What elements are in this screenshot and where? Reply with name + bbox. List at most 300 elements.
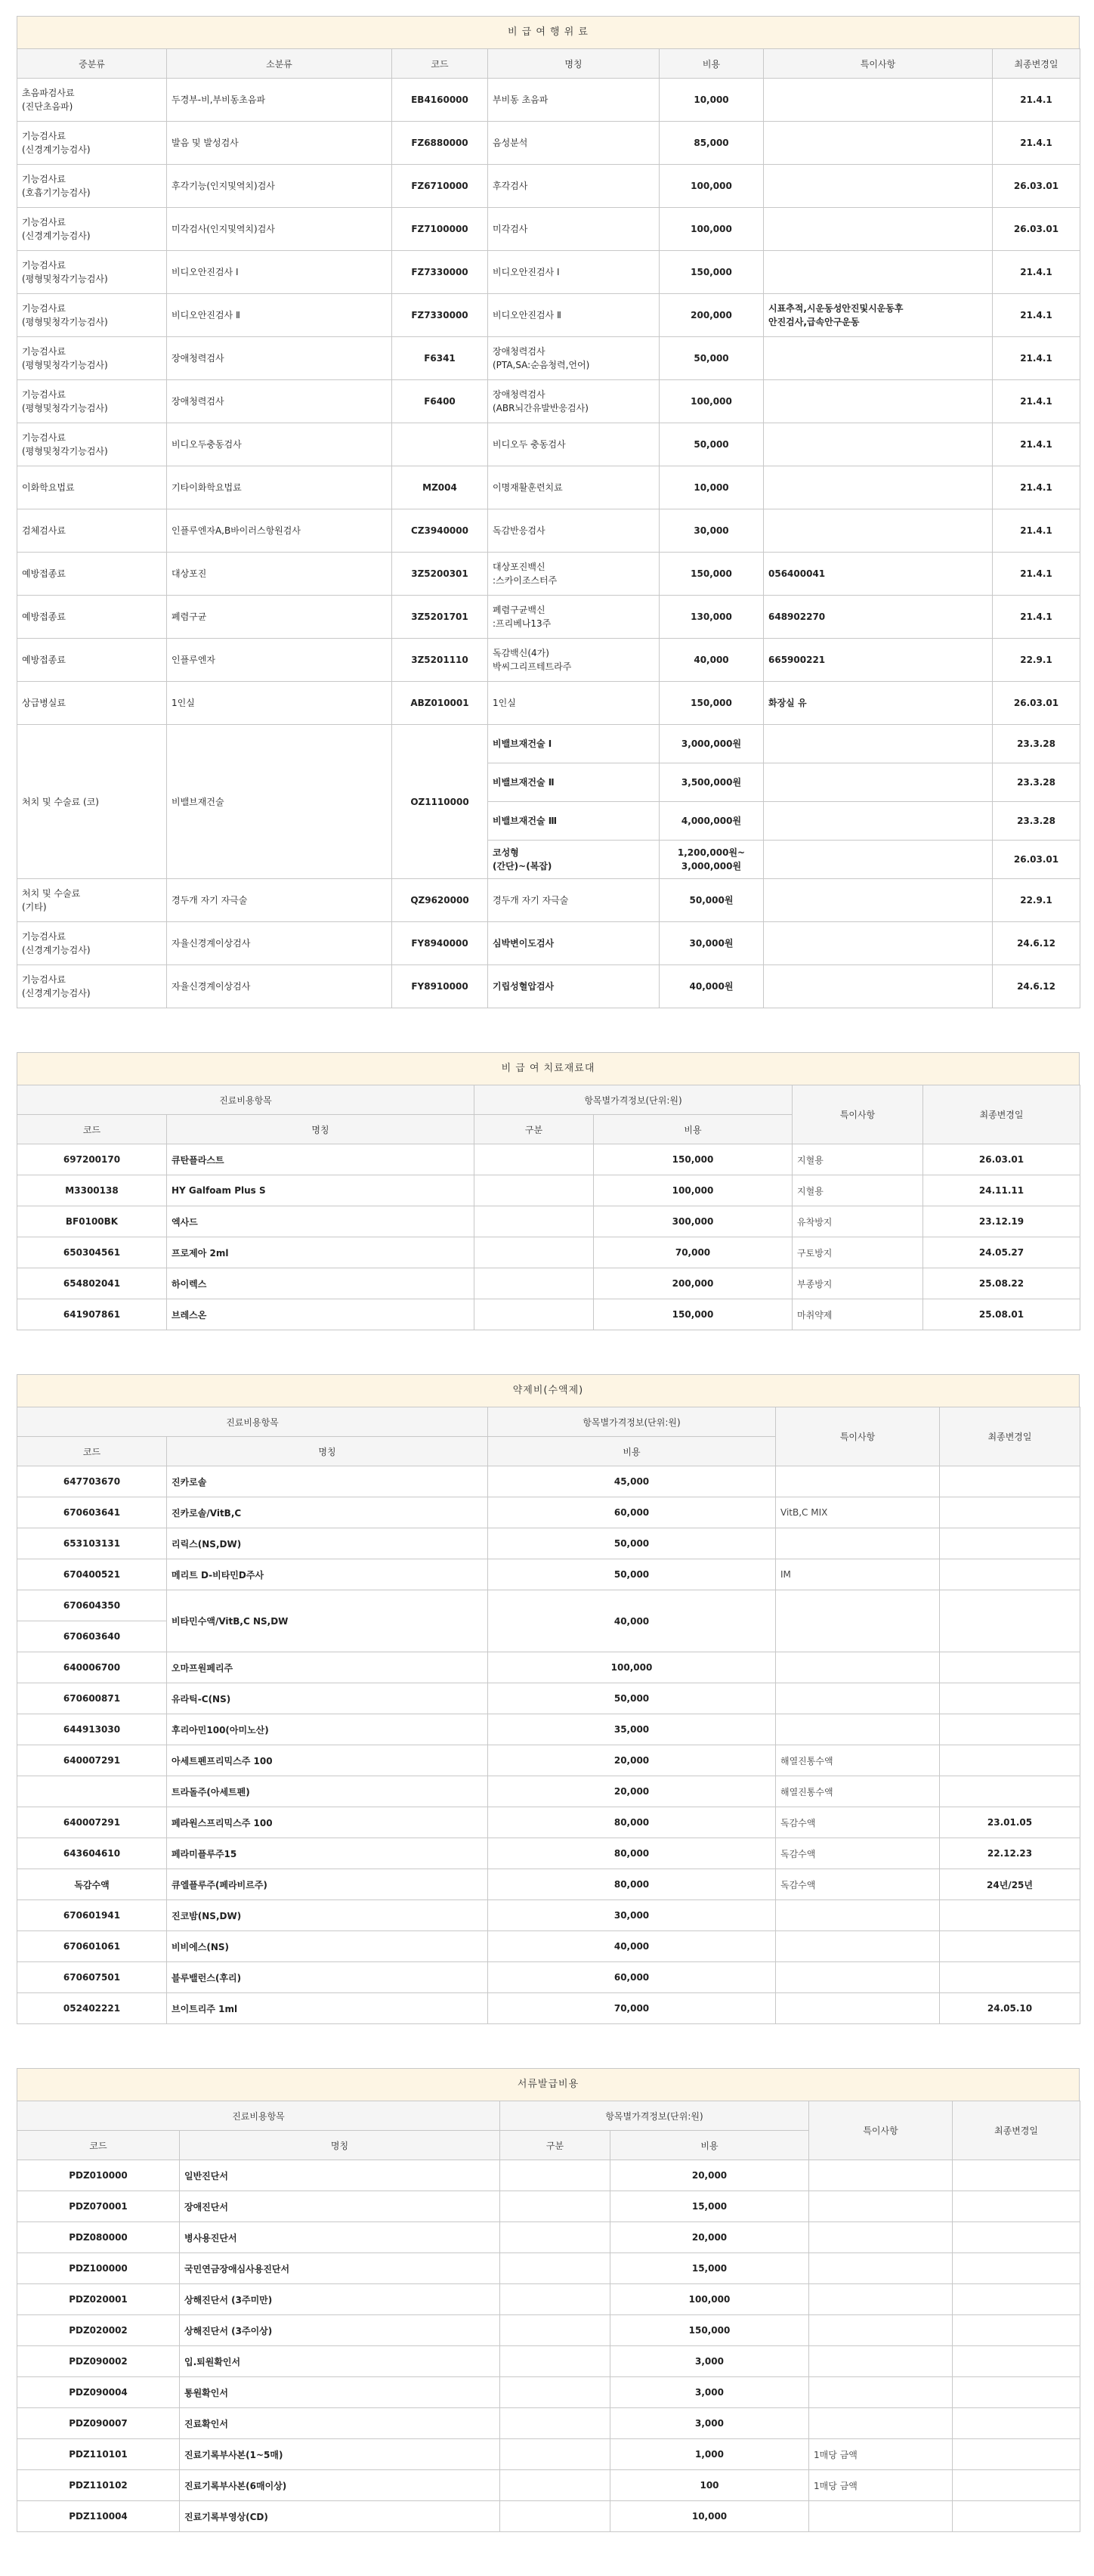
item-name: 통원확인서	[180, 2377, 500, 2408]
item-date: 21.4.1	[993, 337, 1080, 380]
item-kind	[500, 2501, 610, 2532]
item-date	[940, 1745, 1080, 1776]
item-code: PDZ090004	[17, 2377, 180, 2408]
item-note	[764, 725, 993, 763]
header-note: 특이사항	[764, 49, 993, 79]
item-note: 648902270	[764, 596, 993, 639]
item-kind	[500, 2377, 610, 2408]
item-name: 입.퇴원확인서	[180, 2346, 500, 2377]
item-cost: 150,000	[660, 682, 764, 725]
item-date: 21.4.1	[993, 553, 1080, 596]
item-code: CZ3940000	[392, 509, 488, 553]
item-cost: 100,000	[660, 380, 764, 423]
item-note: 지혈용	[793, 1175, 923, 1206]
table-row	[17, 1466, 1080, 1497]
item-name: 큐엘플루주(페라비르주)	[167, 1869, 488, 1900]
item-date: 21.4.1	[993, 380, 1080, 423]
item-code: 654802041	[17, 1268, 167, 1299]
item-code: PDZ110004	[17, 2501, 180, 2532]
table-row	[17, 1652, 1080, 1683]
item-cost: 10,000	[660, 466, 764, 509]
table-row	[17, 1776, 1080, 1807]
item-note	[776, 1683, 940, 1714]
item-name: 이명재활훈련치료	[488, 466, 660, 509]
sub-category: 두경부-비,부비동초음파	[167, 79, 392, 122]
item-code: 3Z5201701	[392, 596, 488, 639]
item-date: 21.4.1	[993, 596, 1080, 639]
item-date	[940, 1776, 1080, 1807]
header-sub-category: 소분류	[167, 49, 392, 79]
item-date: 24.11.11	[923, 1175, 1080, 1206]
mid-category: 기능검사료 (신경계기능검사)	[17, 965, 167, 1008]
table-row	[17, 2284, 1080, 2315]
item-cost: 100,000	[594, 1175, 793, 1206]
item-name: 엑사드	[167, 1206, 474, 1237]
item-code: OZ1110000	[392, 725, 488, 879]
item-note	[776, 1962, 940, 1993]
header-row	[17, 49, 1080, 79]
sub-category: 대상포진	[167, 553, 392, 596]
item-name: 비디오안진검사 Ⅰ	[488, 251, 660, 294]
item-code: PDZ080000	[17, 2222, 180, 2253]
table-row	[17, 1175, 1080, 1206]
item-name: 상해진단서 (3주미만)	[180, 2284, 500, 2315]
item-cost: 100,000	[660, 165, 764, 208]
item-code: 640007291	[17, 1745, 167, 1776]
header-code: 코드	[17, 1115, 167, 1144]
item-code: PDZ010000	[17, 2160, 180, 2191]
item-cost: 35,000	[488, 1714, 776, 1745]
item-cost: 100,000	[610, 2284, 809, 2315]
item-cost: 15,000	[610, 2191, 809, 2222]
item-cost: 80,000	[488, 1869, 776, 1900]
mid-category: 기능검사료 (신경계기능검사)	[17, 208, 167, 251]
item-code: 670603640	[17, 1621, 167, 1652]
item-code: 640006700	[17, 1652, 167, 1683]
table-row	[17, 1931, 1080, 1962]
item-name: 기립성혈압검사	[488, 965, 660, 1008]
table-row	[17, 682, 1080, 725]
header-cost: 비용	[660, 49, 764, 79]
item-cost: 50,000	[488, 1683, 776, 1714]
item-note	[764, 79, 993, 122]
item-cost: 60,000	[488, 1962, 776, 1993]
section-injection-fees	[17, 1374, 1080, 2024]
item-code: ABZ010001	[392, 682, 488, 725]
group-header-price: 항목별가격정보(단위:원)	[474, 1085, 793, 1115]
table-row	[17, 1237, 1080, 1268]
item-cost: 3,000	[610, 2346, 809, 2377]
section-title: 서류발급비용	[17, 2068, 1080, 2101]
section-title: 비 급 여 행 위 료	[17, 16, 1080, 48]
item-name: 미각검사	[488, 208, 660, 251]
item-date: 21.4.1	[993, 509, 1080, 553]
table-row	[17, 1299, 1080, 1330]
item-date	[953, 2501, 1080, 2532]
item-note: 마취약제	[793, 1299, 923, 1330]
item-name: 장애청력검사 (PTA,SA:순음청력,언어)	[488, 337, 660, 380]
item-code: FY8940000	[392, 922, 488, 965]
item-date: 25.08.22	[923, 1268, 1080, 1299]
item-cost: 40,000	[660, 639, 764, 682]
item-code: BF0100BK	[17, 1206, 167, 1237]
mid-category: 기능검사료 (평형및청각기능검사)	[17, 251, 167, 294]
table-row	[17, 1206, 1080, 1237]
item-date: 25.08.01	[923, 1299, 1080, 1330]
item-code: 670600871	[17, 1683, 167, 1714]
table-row	[17, 1714, 1080, 1745]
item-note: 056400041	[764, 553, 993, 596]
item-code: PDZ020001	[17, 2284, 180, 2315]
item-date: 21.4.1	[993, 79, 1080, 122]
item-cost: 100,000	[660, 208, 764, 251]
sub-category: 인플루엔자	[167, 639, 392, 682]
item-code: 독감수액	[17, 1869, 167, 1900]
item-name: 일반진단서	[180, 2160, 500, 2191]
table-row	[17, 922, 1080, 965]
item-date	[953, 2408, 1080, 2439]
item-note	[764, 841, 993, 879]
table-row	[17, 337, 1080, 380]
item-kind	[500, 2160, 610, 2191]
item-cost: 10,000	[660, 79, 764, 122]
table-row	[17, 122, 1080, 165]
item-name: 폐렴구균백신 :프리베나13주	[488, 596, 660, 639]
group-header-items: 진료비용항목	[17, 1407, 488, 1437]
item-name: 진료기록부사본(1~5매)	[180, 2439, 500, 2470]
sub-category: 장애청력검사	[167, 380, 392, 423]
item-note	[809, 2346, 953, 2377]
item-code: F6400	[392, 380, 488, 423]
item-name: 후리아민100(아미노산)	[167, 1714, 488, 1745]
item-name: 리릭스(NS,DW)	[167, 1528, 488, 1559]
item-cost: 50,000원	[660, 879, 764, 922]
item-note: 부종방지	[793, 1268, 923, 1299]
item-note: 해열진통수액	[776, 1776, 940, 1807]
table-row	[17, 2470, 1080, 2501]
item-code: 670603641	[17, 1497, 167, 1528]
item-name: 트라돌주(아세트펜)	[167, 1776, 488, 1807]
item-code: PDZ110102	[17, 2470, 180, 2501]
item-code: 641907861	[17, 1299, 167, 1330]
table-row	[17, 2501, 1080, 2532]
item-code: FY8910000	[392, 965, 488, 1008]
item-date	[953, 2191, 1080, 2222]
item-note: 지혈용	[793, 1144, 923, 1175]
item-code: 640007291	[17, 1807, 167, 1838]
item-code: PDZ100000	[17, 2253, 180, 2284]
item-cost: 150,000	[594, 1144, 793, 1175]
item-code: 697200170	[17, 1144, 167, 1175]
item-code: 644913030	[17, 1714, 167, 1745]
procedure-fee-table	[17, 48, 1080, 1008]
item-code: FZ7100000	[392, 208, 488, 251]
item-name: 진카로솔/VitB,C	[167, 1497, 488, 1528]
sub-category: 비밸브재건술	[167, 725, 392, 879]
item-code: 670607501	[17, 1962, 167, 1993]
item-name: 음성분석	[488, 122, 660, 165]
sub-category: 자율신경계이상검사	[167, 965, 392, 1008]
item-note	[776, 1652, 940, 1683]
item-date: 21.4.1	[993, 294, 1080, 337]
table-row	[17, 1268, 1080, 1299]
item-name: 비타민수액/VitB,C NS,DW	[167, 1590, 488, 1652]
item-date	[940, 1590, 1080, 1652]
sub-category: 비디오안진검사 Ⅰ	[167, 251, 392, 294]
item-date	[940, 1528, 1080, 1559]
item-cost: 200,000	[660, 294, 764, 337]
section-procedure-fees	[17, 16, 1080, 1008]
item-note	[809, 2315, 953, 2346]
item-code: MZ004	[392, 466, 488, 509]
item-note: 독감수액	[776, 1838, 940, 1869]
header-date: 최종변경일	[923, 1085, 1080, 1144]
item-code: EB4160000	[392, 79, 488, 122]
header-date: 최종변경일	[940, 1407, 1080, 1466]
item-cost: 100,000	[488, 1652, 776, 1683]
mid-category: 기능검사료 (평형및청각기능검사)	[17, 380, 167, 423]
header-note: 특이사항	[809, 2101, 953, 2160]
table-row	[17, 1869, 1080, 1900]
sub-category: 폐렴구균	[167, 596, 392, 639]
table-row	[17, 79, 1080, 122]
item-note	[764, 337, 993, 380]
item-cost: 80,000	[488, 1807, 776, 1838]
item-name: 병사용진단서	[180, 2222, 500, 2253]
item-name: 아세트펜프리믹스주 100	[167, 1745, 488, 1776]
table-row	[17, 1683, 1080, 1714]
item-note	[809, 2377, 953, 2408]
item-note	[764, 165, 993, 208]
sub-category: 후각기능(인지및역치)검사	[167, 165, 392, 208]
item-cost: 70,000	[488, 1993, 776, 2024]
sub-category: 인플루엔자A,B바이러스항원검사	[167, 509, 392, 553]
item-kind	[474, 1175, 594, 1206]
item-cost: 60,000	[488, 1497, 776, 1528]
table-row	[17, 509, 1080, 553]
item-cost: 45,000	[488, 1466, 776, 1497]
item-kind	[500, 2191, 610, 2222]
item-code: QZ9620000	[392, 879, 488, 922]
item-cost: 4,000,000원	[660, 802, 764, 841]
item-date	[940, 1466, 1080, 1497]
item-note	[764, 965, 993, 1008]
item-note	[764, 380, 993, 423]
item-note: 독감수액	[776, 1807, 940, 1838]
item-date: 26.03.01	[993, 682, 1080, 725]
table-row	[17, 1807, 1080, 1838]
document-fee-table	[17, 2101, 1080, 2532]
table-row	[17, 1559, 1080, 1590]
table-row	[17, 1900, 1080, 1931]
item-cost: 40,000원	[660, 965, 764, 1008]
table-row	[17, 165, 1080, 208]
group-header-price: 항목별가격정보(단위:원)	[500, 2101, 809, 2131]
sub-category: 자율신경계이상검사	[167, 922, 392, 965]
item-note	[764, 251, 993, 294]
mid-category: 기능검사료 (평형및청각기능검사)	[17, 294, 167, 337]
item-date	[953, 2470, 1080, 2501]
header-cost: 비용	[594, 1115, 793, 1144]
item-code: PDZ090007	[17, 2408, 180, 2439]
item-code: 643604610	[17, 1838, 167, 1869]
item-cost: 20,000	[488, 1776, 776, 1807]
table-row	[17, 1838, 1080, 1869]
item-date	[940, 1900, 1080, 1931]
item-note	[764, 466, 993, 509]
section-title: 비 급 여 치료재료대	[17, 1052, 1080, 1085]
item-note	[764, 122, 993, 165]
item-name: 진카로솔	[167, 1466, 488, 1497]
item-name: 비디오안진검사 Ⅱ	[488, 294, 660, 337]
table-row	[17, 725, 1080, 763]
header-name: 명칭	[180, 2131, 500, 2160]
table-row	[17, 965, 1080, 1008]
item-date	[953, 2160, 1080, 2191]
item-code: 653103131	[17, 1528, 167, 1559]
item-note	[776, 1590, 940, 1652]
item-name: 국민연금장애심사용진단서	[180, 2253, 500, 2284]
header-mid-category: 중분류	[17, 49, 167, 79]
table-row	[17, 1590, 1080, 1621]
item-note	[776, 1528, 940, 1559]
mid-category: 예방접종료	[17, 596, 167, 639]
item-note: VitB,C MIX	[776, 1497, 940, 1528]
item-name: 큐탄플라스트	[167, 1144, 474, 1175]
item-note	[764, 922, 993, 965]
item-cost: 10,000	[610, 2501, 809, 2532]
item-name: 진코밤(NS,DW)	[167, 1900, 488, 1931]
item-name: 진료기록부영상(CD)	[180, 2501, 500, 2532]
table-row	[17, 2346, 1080, 2377]
header-kind: 구분	[474, 1115, 594, 1144]
item-note	[764, 509, 993, 553]
item-cost: 40,000	[488, 1931, 776, 1962]
item-cost: 150,000	[660, 553, 764, 596]
item-cost: 70,000	[594, 1237, 793, 1268]
item-date: 24년/25년	[940, 1869, 1080, 1900]
header-date: 최종변경일	[993, 49, 1080, 79]
item-code: 670601941	[17, 1900, 167, 1931]
item-date: 24.6.12	[993, 922, 1080, 965]
item-date: 26.03.01	[923, 1144, 1080, 1175]
item-note: 1매당 금액	[809, 2470, 953, 2501]
item-date: 24.6.12	[993, 965, 1080, 1008]
item-note	[764, 763, 993, 802]
item-name: 장애진단서	[180, 2191, 500, 2222]
item-cost: 1,000	[610, 2439, 809, 2470]
section-material-fees	[17, 1052, 1080, 1330]
item-date: 26.03.01	[993, 841, 1080, 879]
item-date	[940, 1497, 1080, 1528]
item-kind	[500, 2346, 610, 2377]
item-note	[809, 2191, 953, 2222]
item-note: 독감수액	[776, 1869, 940, 1900]
table-row	[17, 2253, 1080, 2284]
item-name: 메리트 D-비타민D주사	[167, 1559, 488, 1590]
item-note: 해열진통수액	[776, 1745, 940, 1776]
header-kind: 구분	[500, 2131, 610, 2160]
item-kind	[500, 2253, 610, 2284]
item-date	[953, 2284, 1080, 2315]
item-note	[764, 208, 993, 251]
mid-category: 기능검사료 (호흡기기능검사)	[17, 165, 167, 208]
item-date: 23.3.28	[993, 725, 1080, 763]
item-code: 3Z5201110	[392, 639, 488, 682]
item-code: 670604350	[17, 1590, 167, 1621]
item-kind	[500, 2315, 610, 2346]
item-date	[940, 1559, 1080, 1590]
item-name: 페라원스프리믹스주 100	[167, 1807, 488, 1838]
item-date	[940, 1714, 1080, 1745]
header-code: 코드	[17, 2131, 180, 2160]
item-note	[776, 1900, 940, 1931]
item-cost: 30,000	[660, 509, 764, 553]
item-date: 21.4.1	[993, 251, 1080, 294]
item-cost: 1,200,000원~ 3,000,000원	[660, 841, 764, 879]
table-row	[17, 639, 1080, 682]
sub-category: 비디오두충동검사	[167, 423, 392, 466]
item-kind	[500, 2284, 610, 2315]
item-cost: 50,000	[660, 423, 764, 466]
mid-category: 기능검사료 (평형및청각기능검사)	[17, 337, 167, 380]
item-note	[776, 1931, 940, 1962]
item-cost: 50,000	[488, 1528, 776, 1559]
item-note: 유착방지	[793, 1206, 923, 1237]
item-code: PDZ070001	[17, 2191, 180, 2222]
item-kind	[500, 2222, 610, 2253]
item-name: 심박변이도검사	[488, 922, 660, 965]
item-cost: 20,000	[610, 2222, 809, 2253]
item-kind	[474, 1237, 594, 1268]
item-name: 진료기록부사본(6매이상)	[180, 2470, 500, 2501]
table-row	[17, 2408, 1080, 2439]
item-date: 24.05.10	[940, 1993, 1080, 2024]
header-cost: 비용	[610, 2131, 809, 2160]
table-row	[17, 1745, 1080, 1776]
item-note	[809, 2501, 953, 2532]
item-name: 독감반응검사	[488, 509, 660, 553]
item-name: 비밸브재건술 Ⅰ	[488, 725, 660, 763]
sub-category: 비디오안진검사 Ⅱ	[167, 294, 392, 337]
item-cost: 15,000	[610, 2253, 809, 2284]
header-date: 최종변경일	[953, 2101, 1080, 2160]
item-date	[953, 2439, 1080, 2470]
item-date	[953, 2315, 1080, 2346]
item-code: FZ6880000	[392, 122, 488, 165]
item-date	[953, 2377, 1080, 2408]
table-row	[17, 2377, 1080, 2408]
item-kind	[500, 2439, 610, 2470]
item-note	[809, 2222, 953, 2253]
item-cost: 200,000	[594, 1268, 793, 1299]
mid-category: 처치 및 수술료 (기타)	[17, 879, 167, 922]
table-row	[17, 1962, 1080, 1993]
group-header-items: 진료비용항목	[17, 1085, 474, 1115]
item-code: FZ7330000	[392, 294, 488, 337]
item-name: 경두개 자기 자극술	[488, 879, 660, 922]
item-note	[809, 2253, 953, 2284]
item-code: F6341	[392, 337, 488, 380]
item-name: 독감백신(4가) 박씨그리프테트라주	[488, 639, 660, 682]
item-date: 22.12.23	[940, 1838, 1080, 1869]
item-cost: 130,000	[660, 596, 764, 639]
item-code: M3300138	[17, 1175, 167, 1206]
item-name: 하이렉스	[167, 1268, 474, 1299]
mid-category: 기능검사료 (평형및청각기능검사)	[17, 423, 167, 466]
item-note: IM	[776, 1559, 940, 1590]
item-date	[940, 1683, 1080, 1714]
